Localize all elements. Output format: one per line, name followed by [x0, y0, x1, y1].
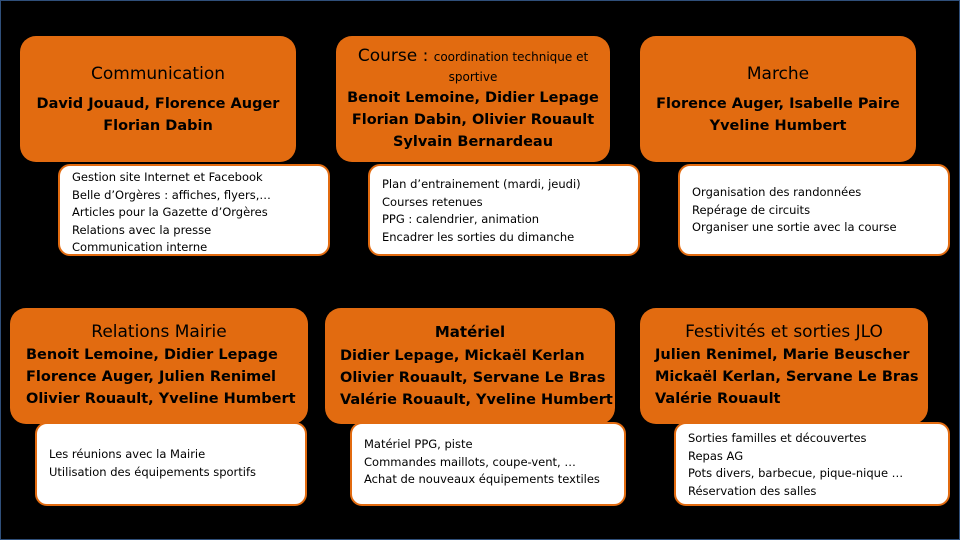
member-line: Florence Auger, Isabelle Paire: [656, 96, 900, 112]
member-line: Florian Dabin: [103, 118, 213, 134]
group-card-course: [336, 36, 610, 162]
task-item: Commandes maillots, coupe-vent, …: [364, 454, 576, 469]
group-card-materiel: [325, 308, 615, 424]
group-members: [640, 344, 928, 410]
task-box-materiel: [350, 422, 626, 506]
group-title: Festivités et sorties JLO: [685, 322, 883, 342]
member-line: Sylvain Bernardeau: [392, 134, 554, 150]
member-line: Yveline Humbert: [709, 118, 847, 134]
group-members: [20, 93, 296, 137]
task-item: Réservation des salles: [688, 483, 817, 498]
group-title-sub: coordination technique et sportive: [433, 50, 589, 84]
task-item: Organisation des randonnées: [692, 185, 862, 199]
task-item: Belle d’Orgères : affiches, flyers,…: [72, 187, 271, 202]
member-line: Olivier Rouault, Servane Le Bras: [340, 370, 606, 386]
group-title: [336, 46, 610, 86]
member-line: Didier Lepage, Mickaël Kerlan: [340, 348, 585, 364]
task-list: [49, 446, 305, 481]
task-item: Achat de nouveaux équipements textiles: [364, 472, 600, 486]
member-line: Mickaël Kerlan, Servane Le Bras: [655, 369, 919, 385]
group-members: [325, 345, 615, 411]
member-line: David Jouaud, Florence Auger: [36, 96, 280, 112]
member-line: Benoit Lemoine, Didier Lepage: [347, 90, 599, 106]
task-item: Pots divers, barbecue, pique-nique …: [688, 466, 904, 480]
group-card-festivites: [640, 308, 928, 424]
group-title: Communication: [91, 64, 225, 84]
task-item: Les réunions avec la Mairie: [49, 447, 206, 461]
group-members: [336, 87, 610, 153]
task-box-festivites: [674, 422, 950, 506]
task-item: Sorties familles et découvertes: [688, 431, 867, 445]
member-line: Olivier Rouault, Yveline Humbert: [26, 391, 296, 407]
group-title: Marche: [746, 64, 810, 84]
member-line: Valérie Rouault, Yveline Humbert: [340, 392, 613, 408]
task-item: Courses retenues: [382, 194, 483, 209]
task-box-communication: [58, 164, 330, 256]
task-item: Relations avec la presse: [72, 222, 212, 237]
task-item: Organiser une sortie avec la course: [692, 220, 897, 234]
task-item: PPG : calendrier, animation: [382, 212, 540, 226]
group-title: Matériel: [434, 323, 506, 341]
task-item: Utilisation des équipements sportifs: [49, 464, 257, 479]
task-item: Repérage de circuits: [692, 202, 811, 217]
task-list: [382, 176, 638, 246]
group-card-communication: [20, 36, 296, 162]
group-title-main: Course :: [357, 46, 434, 66]
task-item: Matériel PPG, piste: [364, 437, 473, 451]
task-item: Articles pour la Gazette d’Orgères: [72, 205, 268, 219]
member-line: Valérie Rouault: [655, 391, 781, 407]
group-members: [640, 93, 916, 137]
task-list: [688, 430, 948, 500]
task-item: Plan d’entrainement (mardi, jeudi): [382, 177, 581, 191]
group-card-relations-mairie: [10, 308, 308, 424]
member-line: Florence Auger, Julien Renimel: [26, 369, 277, 385]
task-item: Communication interne: [72, 240, 208, 254]
task-item: Repas AG: [688, 448, 744, 463]
task-list: [692, 184, 948, 237]
task-list: [72, 169, 328, 256]
group-card-marche: [640, 36, 916, 162]
group-title: Relations Mairie: [91, 322, 227, 342]
member-line: Benoit Lemoine, Didier Lepage: [26, 347, 278, 363]
task-item: Encadrer les sorties du dimanche: [382, 229, 575, 244]
member-line: Florian Dabin, Olivier Rouault: [351, 112, 595, 128]
task-item: Gestion site Internet et Facebook: [72, 170, 263, 184]
task-box-relations-mairie: [35, 422, 307, 506]
member-line: Julien Renimel, Marie Beuscher: [655, 347, 910, 363]
task-list: [364, 436, 624, 489]
task-box-marche: [678, 164, 950, 256]
group-members: [10, 344, 308, 410]
task-box-course: [368, 164, 640, 256]
